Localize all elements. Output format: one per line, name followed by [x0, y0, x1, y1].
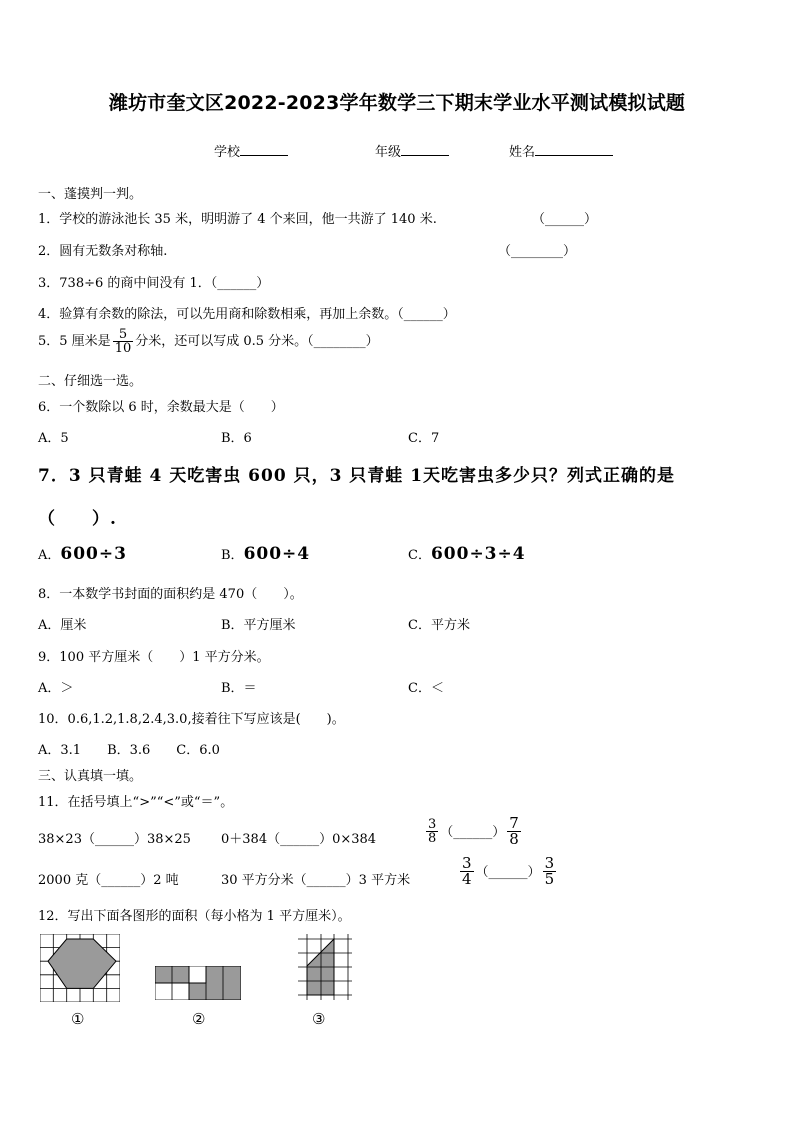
section-3-heading: 三、认真填一填。 [38, 769, 143, 784]
fraction-numerator: 3 [462, 854, 472, 872]
question-11: 11．在括号填上“>”“<”或“＝”。 [38, 795, 234, 810]
figure-3-label: ③ [312, 1010, 326, 1028]
option-c-label: C． [408, 548, 431, 563]
question-9-option-a[interactable]: A．＞ [38, 681, 74, 696]
question-7-option-a[interactable] [38, 544, 127, 564]
section-2-heading: 二、仔细选一选。 [38, 374, 143, 389]
question-5-pre: 5．5 厘米是 [38, 334, 111, 349]
question-4: 4．验算有余数的除法，可以先用商和除数相乘，再加上余数。（______） [38, 307, 456, 322]
option-a-label: A． [38, 548, 61, 563]
q11-row2-b[interactable]: 30 平方分米（______）3 平方米 [221, 873, 411, 888]
question-2: 2．圆有无数条对称轴. [38, 244, 168, 259]
name-field[interactable] [509, 141, 613, 160]
question-6-option-a[interactable]: A．5 [38, 431, 69, 446]
question-1-answer[interactable]: （______） [532, 212, 598, 227]
question-2-answer[interactable]: （________） [498, 244, 577, 259]
question-9-option-c[interactable]: C．＜ [408, 681, 444, 696]
grade-field[interactable] [375, 141, 449, 160]
figure-3-grid [298, 934, 352, 1000]
q11-row1-c-blank: （______） [440, 825, 506, 840]
fraction-denominator: 10 [114, 341, 132, 356]
figure-2-grid [155, 966, 241, 1000]
question-6-option-c[interactable]: C．7 [408, 431, 440, 446]
q11-row1-b[interactable]: 0＋384（______）0×384 [221, 832, 377, 847]
page-title: 潍坊市奎文区2022-2023学年数学三下期末学业水平测试模拟试题 [108, 92, 686, 114]
question-7: 7．3 只青蛙 4 天吃害虫 600 只，3 只青蛙 1天吃害虫多少只？列式正确的是 [38, 466, 676, 486]
question-9: 9．100 平方厘米（ ）1 平方分米。 [38, 650, 270, 665]
fraction-denominator: 8 [509, 830, 519, 848]
figure-2-shape [155, 966, 241, 1000]
fraction-5-10 [113, 328, 134, 355]
question-8-option-a[interactable]: A．厘米 [38, 618, 87, 633]
figure-1-label: ① [71, 1010, 85, 1028]
grade-label: 年级 [375, 145, 402, 160]
question-8: 8．一本数学书封面的面积约是 470（ ）。 [38, 587, 303, 602]
q11-row2-a[interactable]: 2000 克（______）2 吨 [38, 873, 179, 888]
fraction-numerator: 5 [113, 328, 134, 342]
question-7-option-b[interactable] [221, 544, 310, 564]
name-label: 姓名 [509, 145, 536, 160]
q11-row2-c[interactable] [458, 856, 558, 887]
figure-1-grid [40, 934, 120, 1002]
fraction-denominator: 8 [428, 831, 437, 846]
school-label: 学校 [214, 145, 241, 160]
question-12: 12．写出下面各图形的面积（每小格为 1 平方厘米）。 [38, 909, 351, 924]
question-10: 10．0.6,1.2,1.8,2.4,3.0,接着往下写应该是( )。 [38, 712, 345, 727]
q11-row1-c[interactable] [424, 816, 523, 847]
question-8-option-c[interactable]: C．平方米 [408, 618, 470, 633]
option-a-expression: 600÷3 [60, 544, 127, 564]
q11-row2-c-blank: （______） [475, 865, 541, 880]
option-c-expression: 600÷3÷4 [430, 544, 526, 564]
question-7-option-c[interactable] [408, 544, 526, 564]
question-6: 6．一个数除以 6 时，余数最大是（ ） [38, 400, 284, 415]
question-10-options[interactable]: A．3.1 B．3.6 C．6.0 [38, 743, 220, 758]
fraction-numerator: 3 [428, 817, 437, 832]
question-5 [38, 328, 379, 355]
question-5-post: 分米，还可以写成 0.5 分米。（________） [135, 334, 379, 349]
figure-1-shape [48, 939, 116, 988]
figure-2-label: ② [192, 1010, 206, 1028]
fraction-7-8 [507, 816, 521, 847]
question-7-line2: （ ）. [38, 509, 117, 529]
fraction-denominator: 5 [544, 870, 555, 888]
option-b-expression: 600÷4 [243, 544, 311, 564]
fraction-3-8 [426, 818, 438, 845]
q11-row1-a[interactable]: 38×23（______）38×25 [38, 832, 191, 847]
fraction-numerator: 7 [509, 814, 519, 832]
question-3: 3．738÷6 的商中间没有 1．（______） [38, 276, 270, 291]
question-9-option-b[interactable]: B．＝ [221, 681, 257, 696]
section-1-heading: 一、蓬摸判一判。 [38, 187, 143, 202]
option-b-label: B． [221, 548, 244, 563]
fraction-numerator: 3 [544, 854, 555, 872]
question-6-option-b[interactable]: B．6 [221, 431, 252, 446]
fraction-3-5 [543, 856, 557, 887]
fraction-3-4 [460, 856, 474, 887]
question-1: 1．学校的游泳池长 35 米，明明游了 4 个来回，他一共游了 140 米. [38, 212, 437, 227]
school-field[interactable] [214, 141, 288, 160]
question-8-option-b[interactable]: B．平方厘米 [221, 618, 296, 633]
fraction-denominator: 4 [462, 870, 472, 888]
